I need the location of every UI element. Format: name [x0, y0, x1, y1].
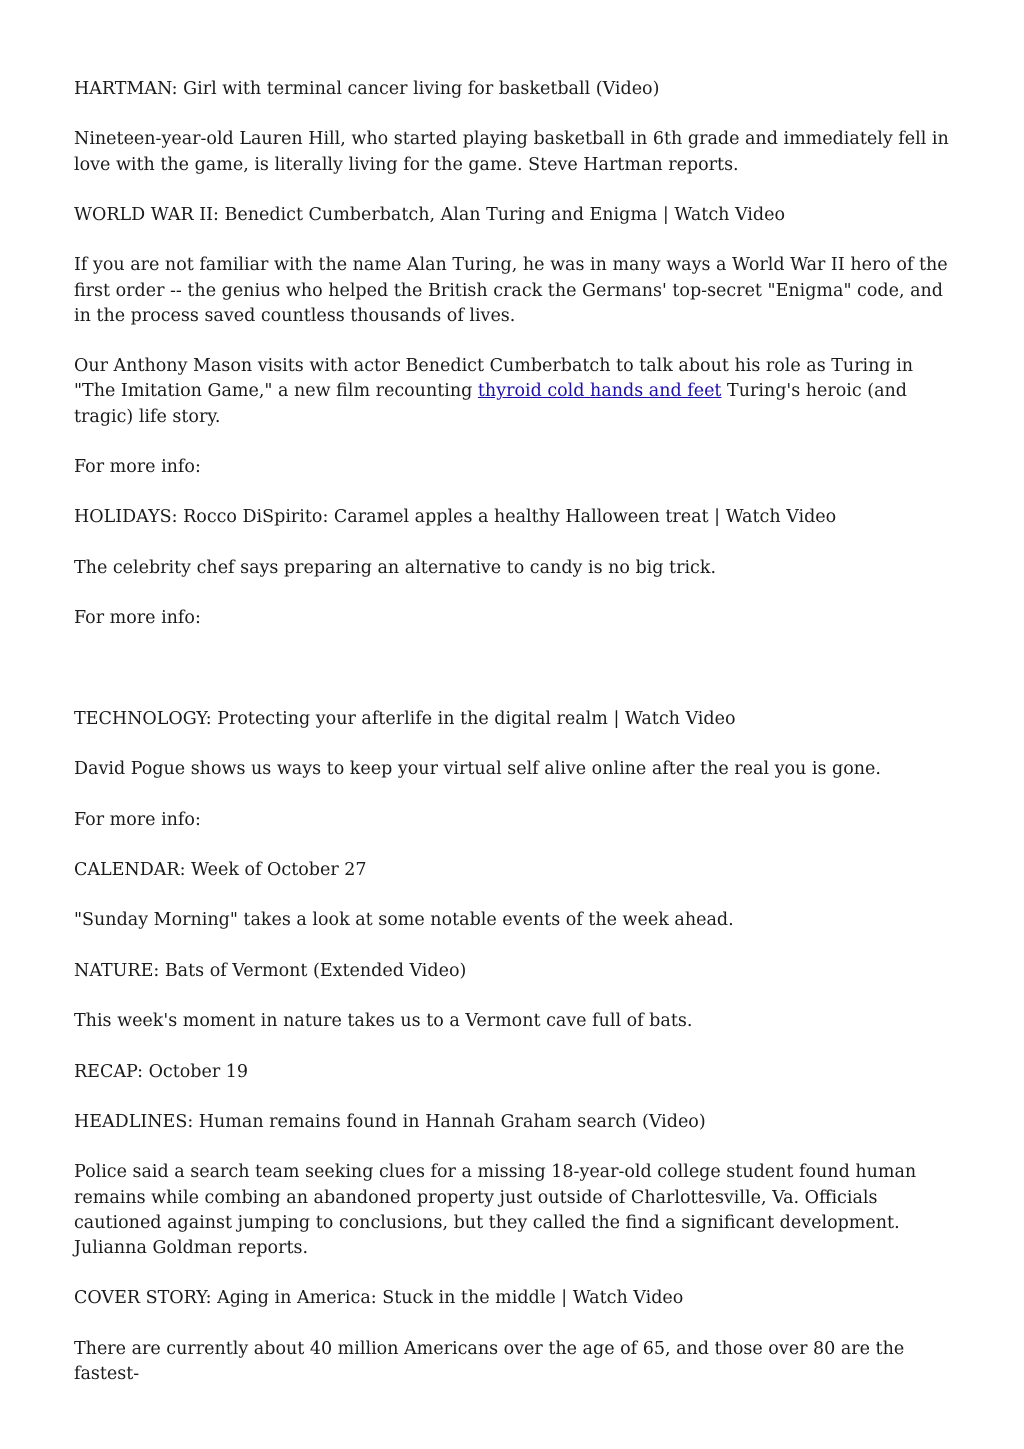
blank-space — [74, 657, 954, 707]
more-info-label: For more info: — [74, 456, 201, 477]
paragraph-sunday-morning: "Sunday Morning" takes a look at some notable events of the week ahead. — [74, 910, 734, 931]
headline-world-war-ii: WORLD WAR II: Benedict Cumberbatch, Alan Turing and Enigma | Watch Video — [74, 204, 785, 225]
paragraph-lauren-hill: Nineteen-year-old Lauren Hill, who started playing basketball in 6th grade and immediately fell in love with the game, is literally living for the game. Steve Hartman reports. — [74, 129, 949, 175]
headline-technology: TECHNOLOGY: Protecting your afterlife in the digital realm | Watch Video — [74, 708, 736, 729]
document-body — [74, 77, 954, 1412]
headline-cover-story: COVER STORY: Aging in America: Stuck in the middle | Watch Video — [74, 1288, 684, 1309]
paragraph-anthony-mason — [74, 354, 954, 430]
more-info-label: For more info: — [74, 608, 201, 629]
headline-calendar: CALENDAR: Week of October 27 — [74, 860, 367, 881]
paragraph-celebrity-chef: The celebrity chef says preparing an alternative to candy is no big trick. — [74, 557, 717, 578]
more-info-label: For more info: — [74, 809, 201, 830]
headline-recap: RECAP: October 19 — [74, 1061, 249, 1082]
paragraph-text-after-link: Turing's heroic (and tragic) life story. — [74, 381, 907, 427]
paragraph-david-pogue: David Pogue shows us ways to keep your virtual self alive online after the real you is gone. — [74, 759, 881, 780]
paragraph-aging-america: There are currently about 40 million Americans over the age of 65, and those over 80 are the fastest- — [74, 1338, 905, 1385]
paragraph-text-before-link: Our Anthony Mason visits with actor Benedict Cumberbatch to talk about his role as Turing in "The Imitation Game," a new film recounting — [74, 356, 914, 402]
paragraph-alan-turing: If you are not familiar with the name Alan Turing, he was in many ways a World War II hero of the first order -- the genius who helped the British crack the Germans' top-secret "Enigma" code, and in the process saved countless thousands of lives. — [74, 255, 948, 326]
thyroid-link[interactable]: thyroid cold hands and feet — [477, 381, 722, 402]
headline-hartman: HARTMAN: Girl with terminal cancer living for basketball (Video) — [74, 79, 660, 99]
headline-hannah-graham: HEADLINES: Human remains found in Hannah Graham search (Video) — [74, 1112, 706, 1133]
headline-holidays: HOLIDAYS: Rocco DiSpirito: Caramel apples a healthy Halloween treat | Watch Video — [74, 507, 837, 528]
paragraph-vermont-bats: This week's moment in nature takes us to a Vermont cave full of bats. — [74, 1011, 693, 1032]
paragraph-police-search: Police said a search team seeking clues for a missing 18-year-old college student found human remains while combing an abandoned property just outside of Charlottesville, Va. Officials cautioned against jumping to conclusions, but they called the find a significant development. Julianna Goldman reports. — [74, 1162, 917, 1259]
headline-nature: NATURE: Bats of Vermont (Extended Video) — [74, 960, 467, 981]
